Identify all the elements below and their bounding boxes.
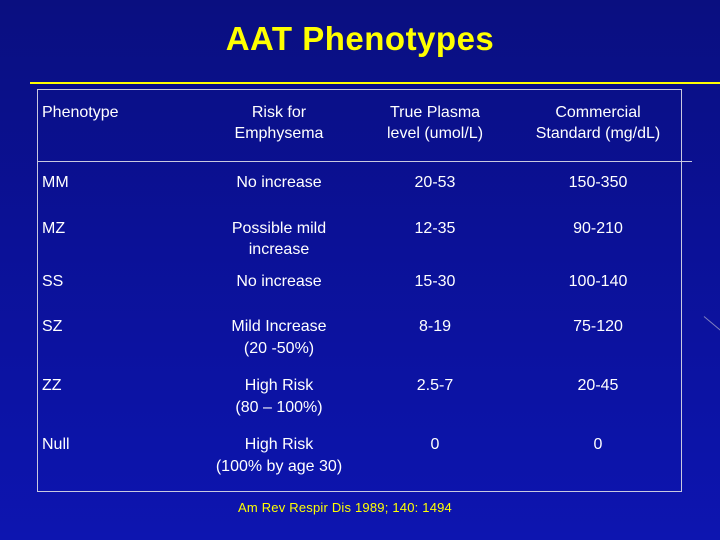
- header-standard: [508, 102, 688, 144]
- risk-line: increase: [248, 241, 310, 258]
- risk-line: Mild Increase: [231, 318, 327, 335]
- header-plasma: [365, 102, 505, 144]
- table-row-cell-risk: [190, 316, 368, 360]
- slide-title: AAT Phenotypes: [225, 20, 495, 57]
- header-phenotype: [42, 102, 182, 123]
- table-row-cell-risk: [190, 271, 368, 292]
- risk-line: High Risk: [244, 436, 314, 453]
- header-phenotype-label: Phenotype: [42, 104, 119, 121]
- risk-line: No increase: [236, 273, 322, 290]
- table-row-cell-standard: 150-350: [568, 174, 628, 191]
- header-risk: [190, 102, 368, 144]
- risk-line: No increase: [236, 174, 322, 191]
- table-row-cell-standard: 20-45: [577, 377, 619, 394]
- table-row-cell-plasma: 20-53: [414, 174, 456, 191]
- risk-line: High Risk: [244, 377, 314, 394]
- table-row-cell-risk: [190, 434, 368, 478]
- table-row-cell-phenotype: MZ: [42, 220, 66, 237]
- table-row-cell-plasma: 0: [430, 436, 440, 453]
- table-row-cell-plasma: 8-19: [418, 318, 452, 335]
- table-row-cell-standard: 75-120: [573, 318, 623, 335]
- table-row-cell-standard: 90-210: [573, 220, 623, 237]
- title-underline: [30, 82, 720, 84]
- risk-line: (80 – 100%): [235, 399, 323, 416]
- table-row-cell-plasma: 12-35: [414, 220, 456, 237]
- table-row-cell-phenotype: MM: [42, 174, 69, 191]
- table-row-cell-plasma: 2.5-7: [416, 377, 454, 394]
- table-row-cell-plasma: 15-30: [414, 273, 456, 290]
- decorative-line: [704, 316, 720, 331]
- header-plasma-line1: True Plasma: [389, 104, 481, 121]
- header-divider: [37, 161, 692, 162]
- table-row-cell-risk: [190, 218, 368, 260]
- table-row-cell-phenotype: Null: [42, 436, 70, 453]
- header-risk-line2: Emphysema: [234, 125, 324, 142]
- risk-line: (100% by age 30): [215, 458, 343, 475]
- header-plasma-line2: level (umol/L): [386, 125, 484, 142]
- header-standard-line1: Commercial: [555, 104, 641, 121]
- table-row-cell-phenotype: SS: [42, 273, 64, 290]
- header-risk-line1: Risk for: [251, 104, 307, 121]
- risk-line: (20 -50%): [243, 340, 315, 357]
- table-row-cell-phenotype: SZ: [42, 318, 63, 335]
- table-row-cell-phenotype: ZZ: [42, 377, 62, 394]
- table-row-cell-risk: [190, 375, 368, 419]
- table-row-cell-risk: [190, 172, 368, 193]
- citation: Am Rev Respir Dis 1989; 140: 1494: [238, 500, 452, 515]
- table-row-cell-standard: 100-140: [568, 273, 628, 290]
- table-row-cell-standard: 0: [593, 436, 603, 453]
- risk-line: Possible mild: [231, 220, 327, 237]
- header-standard-line2: Standard (mg/dL): [535, 125, 661, 142]
